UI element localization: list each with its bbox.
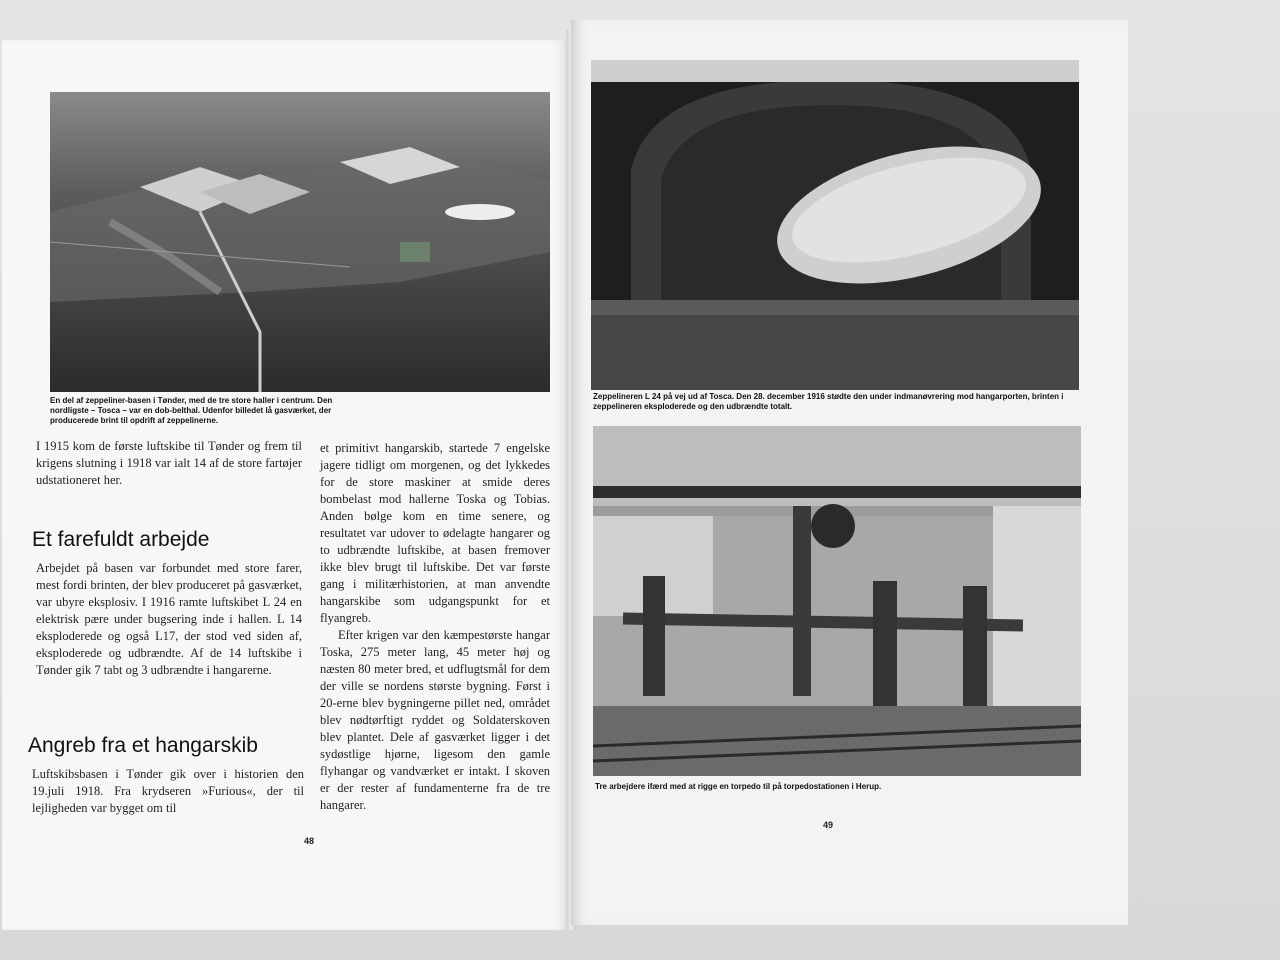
- page-number-right: 49: [823, 820, 834, 830]
- zeppelin-photo-caption: Zeppelineren L 24 på vej ud af Tosca. Den 28. december 1916 stødte den under indmanøvrering mod hangarporten, brinten i zeppelineren eksploderede og den udbrændte totalt.: [593, 392, 1064, 411]
- zeppelin-photo-image: [591, 60, 1079, 390]
- paragraph-after-war: Efter krigen var den kæmpestørste hangar Toska, 275 meter lang, 45 meter høj og næsten 80 meter bred, et udflugtsmål for dem der ville se nordens største bygning. Først i 20-erne blev bygningerne pillet ned, området blev nødtørftigt ryddet og Soldaterskoven blev plantet. Dele af gasværket ligger i det sydøstlige hjørne, ligesom den gamle flyhangar og vandværket er intakt. I skoven er der rester af fundamenterne fra de tre hangarer.: [320, 628, 550, 812]
- paragraph-intro: I 1915 kom de første luftskibe til Tønder og frem til krigens slutning i 1918 var ialt 14 af de store fartøjer udstationeret her.: [36, 439, 302, 487]
- heading-dangerous-work: Et farefuldt arbejde: [32, 528, 210, 551]
- heading-carrier-attack: Angreb fra et hangarskib: [28, 734, 258, 757]
- right-page: [571, 20, 1128, 925]
- torpedo-workers-photo: [593, 426, 1081, 776]
- left-page: [2, 40, 571, 930]
- paragraph-hangar-ship: et primitivt hangarskib, startede 7 engelske jagere tidligt om morgenen, og det lykkedes for de store maskiner at smide deres bombelast mod hallerne Toska og Tobias. Anden bølge kom en time senere, og resultatet var udover to ødelagte hangarer og to udbrændte luftskibe, at basen fremover ikke blev brugt til luftskibe. Det var første gang i militærhistorien, at man anvendte hangarskibe som udgangspunkt for et flyangreb.: [320, 441, 550, 625]
- aerial-photo-zeppelin-base: [50, 92, 550, 392]
- left-column: [36, 438, 302, 489]
- zeppelin-hangar-photo: [591, 60, 1079, 390]
- right-column: [320, 440, 550, 814]
- workers-photo-caption: Tre arbejdere ifærd med at rigge en torpedo til på torpedostationen i Herup.: [595, 782, 882, 791]
- aerial-photo-caption: En del af zeppeliner-basen i Tønder, med de tre store haller i centrum. Den nordligste – Tosca – var en dob-belthal. Udenfor billedet lå gasværket, der producerede brint til opdrift af zeppelinerne.: [50, 396, 333, 425]
- left-column-3: [32, 766, 304, 817]
- workers-photo-image: [593, 426, 1081, 776]
- left-column-2: [36, 560, 302, 679]
- paragraph-dangerous-work: Arbejdet på basen var forbundet med store farer, mest fordi brinten, der blev produceret på gasværket, var ubyre eksplosiv. I 1916 ramte luftskibet L 24 en elektrisk pære under bugsering inde i hallen. L 14 eksploderede og også L17, der stod ved siden af, eksploderede og udbrændte. Af de 14 luftskibe i Tønder gik 7 tabt og 3 udbrændte i hangarerne.: [36, 561, 302, 677]
- paragraph-carrier-attack: Luftskibsbasen i Tønder gik over i historien den 19.juli 1918. Fra krydseren »Furious«, der til lejligheden var bygget om til: [32, 767, 304, 815]
- page-number-left: 48: [304, 836, 315, 846]
- aerial-photo-image: [50, 92, 550, 392]
